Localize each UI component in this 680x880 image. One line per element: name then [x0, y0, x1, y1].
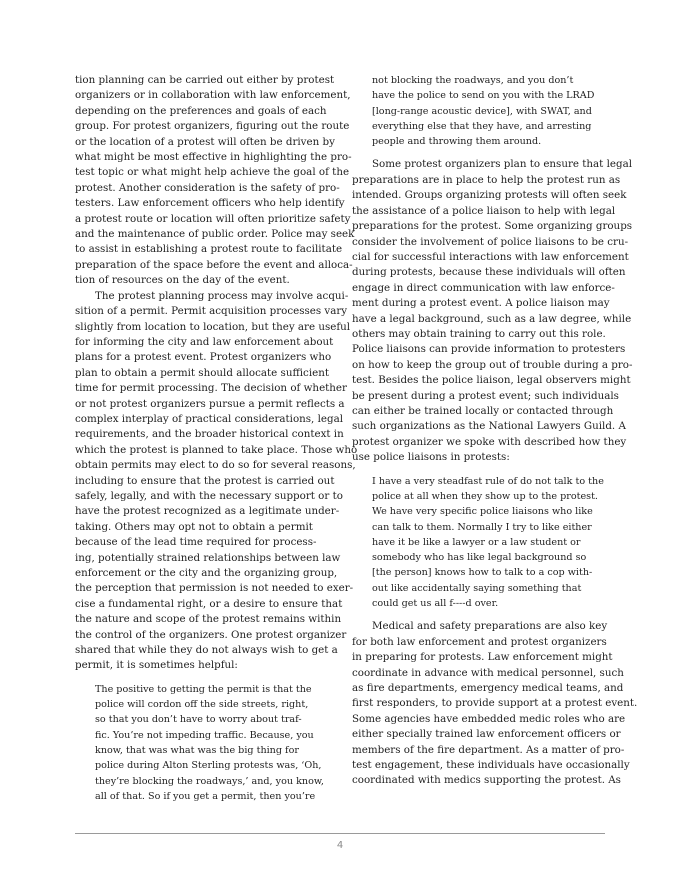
page-number: 4: [336, 840, 344, 851]
text-line: intended. Groups organizing protests will often seek: [352, 189, 627, 202]
text-line: or the location of a protest will often be driven by: [75, 135, 335, 148]
text-line: out like accidentally saying something that: [372, 582, 582, 594]
text-line: including to ensure that the protest is carried out: [75, 474, 335, 487]
text-line: police will cordon off the side streets, right,: [95, 699, 309, 711]
text-line: sition of a permit. Permit acquisition processes vary: [75, 305, 348, 318]
text-line: the nature and scope of the protest remains within: [75, 613, 342, 626]
text-line: preparations for the protest. Some organizing groups: [352, 220, 633, 233]
text-line: plans for a protest event. Protest organizers who: [75, 351, 332, 364]
text-line: in preparing for protests. Law enforcement might: [352, 651, 613, 664]
text-line: engage in direct communication with law enforce-: [352, 281, 615, 294]
text-line: test. Besides the police liaison, legal observers might: [352, 374, 631, 387]
text-line: Some protest organizers plan to ensure that legal: [372, 158, 632, 171]
text-line: We have very specific police liaisons who like: [372, 506, 593, 518]
text-line: time for permit processing. The decision of whether: [75, 382, 347, 395]
text-line: which the protest is planned to take place. Those who: [75, 443, 358, 456]
text-line: during protests, because these individuals will often: [352, 266, 626, 279]
text-line: preparation of the space before the event and alloca-: [75, 258, 353, 271]
text-line: the control of the organizers. One protest organizer: [75, 628, 347, 641]
text-line: on how to keep the group out of trouble during a pro-: [352, 358, 633, 371]
text-line: others may obtain training to carry out this role.: [352, 327, 606, 340]
text-line: Police liaisons can provide information to protesters: [352, 343, 626, 356]
text-line: for both law enforcement and protest organizers: [352, 635, 607, 648]
quote-text: [95, 682, 329, 804]
text-line: as fire departments, emergency medical teams, and: [352, 681, 624, 694]
text-line: the assistance of a police liaison to help with legal: [352, 204, 616, 217]
text-line: and the maintenance of public order. Police may seek: [75, 228, 355, 241]
text-line: police at all when they show up to the protest.: [372, 490, 598, 502]
text-line: safely, legally, and with the necessary support or to: [75, 489, 343, 502]
text-line: slightly from location to location, but they are useful: [75, 320, 351, 333]
text-line: all of that. So if you get a permit, then you’re: [95, 790, 316, 802]
text-line: coordinated with medics supporting the protest. As: [352, 774, 621, 787]
text-line: cise a fundamental right, or a desire to ensure that: [75, 597, 343, 610]
text-line: what might be most effective in highlighting the pro-: [75, 151, 352, 164]
text-line: a protest route or location will often prioritize safety: [75, 212, 351, 225]
left-column: [75, 73, 358, 804]
text-line: The positive to getting the permit is that the: [95, 683, 312, 695]
text-line: protest organizer we spoke with described how they: [352, 435, 627, 448]
text-line: first responders, to provide support at a protest event.: [352, 697, 638, 710]
text-line: group. For protest organizers, figuring out the route: [75, 120, 350, 133]
text-line: know, that was what was the big thing for: [95, 745, 299, 757]
text-line: obtain permits may elect to do so for several reasons,: [75, 459, 356, 472]
text-line: such organizations as the National Lawyers Guild. A: [352, 420, 626, 433]
text-line: plan to obtain a permit should allocate sufficient: [75, 366, 329, 379]
text-line: cial for successful interactions with law enforcement: [352, 250, 629, 263]
paragraph-medical-preparations: [352, 619, 638, 788]
text-line: have a legal background, such as a law degree, while: [352, 312, 632, 325]
text-line: Some agencies have embedded medic roles who are: [352, 712, 626, 725]
text-line: complex interplay of practical considerations, legal: [75, 412, 344, 425]
text-line: be present during a protest event; such individuals: [352, 389, 619, 402]
paragraph-route-planning: [75, 73, 355, 289]
text-line: test engagement, these individuals have occasionally: [352, 758, 630, 771]
text-line: shared that while they do not always wish to get a: [75, 644, 338, 657]
text-line: enforcement or the city and the organizing group,: [75, 567, 338, 579]
text-line: fic. You’re not impeding traffic. Because, you: [95, 729, 314, 741]
footer-rule: [75, 833, 605, 834]
text-line: they’re blocking the roadways,’ and, you know,: [95, 775, 324, 787]
paragraph-permit-process: [75, 289, 358, 674]
quote-text: [372, 474, 606, 612]
text-line: police during Alton Sterling protests was, ‘Oh,: [95, 760, 322, 772]
text-line: I have a very steadfast rule of do not talk to the: [372, 475, 604, 487]
text-line: or not protest organizers pursue a permit reflects a: [75, 397, 345, 410]
text-line: somebody who has like legal background so: [372, 552, 587, 564]
right-column: [352, 73, 638, 789]
text-line: ment during a protest event. A police liaison may: [352, 297, 610, 310]
text-line: because of the lead time required for process-: [75, 536, 317, 549]
text-line: testers. Law enforcement officers who help identify: [75, 197, 345, 210]
text-line: tion planning can be carried out either by protest: [75, 74, 335, 86]
text-line: not blocking the roadways, and you don’t: [372, 75, 574, 86]
text-line: requirements, and the broader historical context in: [75, 428, 344, 441]
text-line: have the protest recognized as a legitimate under-: [75, 505, 340, 518]
block-quote-permit-continued: [372, 73, 606, 149]
text-line: people and throwing them around.: [372, 136, 542, 148]
text-line: protest. Another consideration is the safety of pro-: [75, 181, 340, 194]
text-line: to assist in establishing a protest route to facilitate: [75, 243, 343, 256]
text-line: Medical and safety preparations are also key: [372, 620, 608, 633]
text-line: members of the fire department. As a matter of pro-: [352, 743, 625, 756]
text-line: everything else that they have, and arresting: [372, 120, 592, 132]
text-line: can talk to them. Normally I try to like either: [372, 521, 592, 533]
text-line: permit, it is sometimes helpful:: [75, 659, 238, 672]
text-line: taking. Others may opt not to obtain a permit: [75, 520, 313, 533]
text-line: consider the involvement of police liaisons to be cru-: [352, 235, 629, 248]
text-line: either specially trained law enforcement officers or: [352, 728, 621, 741]
text-line: use police liaisons in protests:: [352, 451, 510, 464]
text-line: so that you don’t have to worry about traf-: [95, 714, 302, 726]
block-quote-police-liaisons: [372, 474, 606, 612]
paragraph-legal-preparations: [352, 157, 633, 465]
text-line: [the person] knows how to talk to a cop with-: [372, 567, 593, 579]
text-line: ing, potentially strained relationships between law: [75, 551, 341, 564]
text-line: the perception that permission is not needed to exer-: [75, 582, 354, 595]
text-line: coordinate in advance with medical personnel, such: [352, 666, 624, 679]
block-quote-permit: [95, 682, 329, 804]
text-line: depending on the preferences and goals of each: [75, 104, 327, 117]
text-line: [long-range acoustic device], with SWAT, and: [372, 105, 592, 117]
quote-text: [372, 73, 606, 149]
text-line: have the police to send on you with the LRAD: [372, 90, 595, 102]
text-line: test topic or what might help achieve the goal of the: [75, 166, 350, 179]
text-line: tion of resources on the day of the event.: [75, 274, 290, 287]
text-line: have it be like a lawyer or a law student or: [372, 536, 581, 548]
text-line: could get us all f----d over.: [372, 597, 499, 609]
text-line: can either be trained locally or contacted through: [352, 404, 614, 417]
text-line: The protest planning process may involve acqui-: [95, 289, 349, 302]
text-line: for informing the city and law enforcement about: [75, 335, 334, 348]
text-line: preparations are in place to help the protest run as: [352, 173, 621, 186]
text-line: organizers or in collaboration with law enforcement,: [75, 89, 351, 102]
